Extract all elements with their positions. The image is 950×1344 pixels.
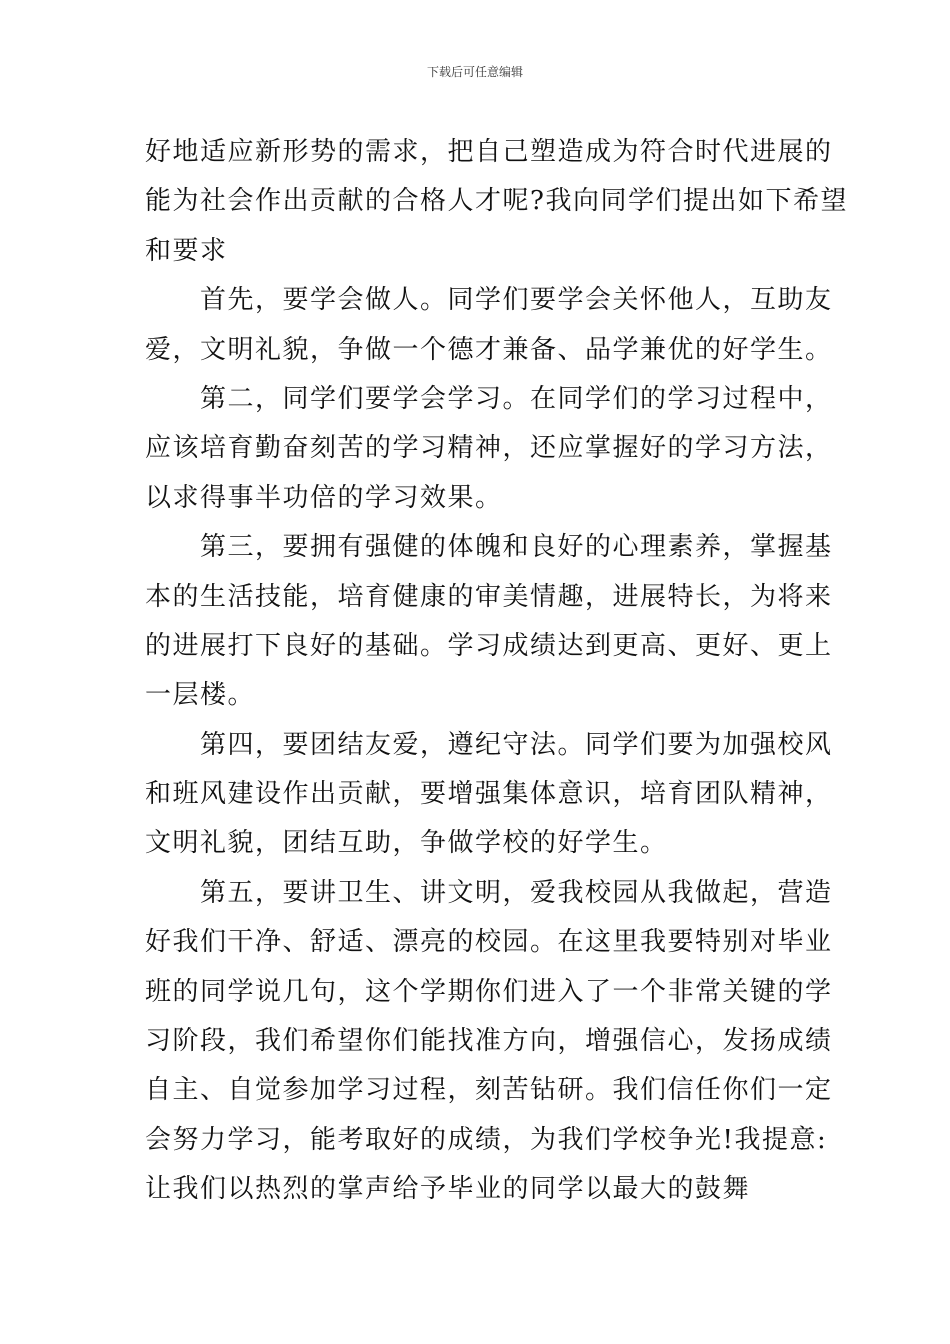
text-line: 文明礼貌，团结互助，争做学校的好学生。 [145,828,668,859]
paragraph-first-line: 第三，要拥有强健的体魄和良好的心理素养，掌握基 [200,532,833,563]
paragraph-first-line: 首先，要学会做人。同学们要学会关怀他人，互助友 [200,285,833,316]
text-line: 和要求 [145,235,228,266]
text-line: 应该培育勤奋刻苦的学习精神，还应掌握好的学习方法， [145,433,833,464]
paragraph-first-line: 第四，要团结友爱，遵纪守法。同学们要为加强校风 [200,729,833,760]
document-body [145,128,848,1215]
text-line: 习阶段，我们希望你们能找准方向，增强信心，发扬成绩 [145,1026,833,1057]
text-line: 会努力学习，能考取好的成绩，为我们学校争光!我提意: [145,1124,828,1155]
text-line: 班的同学说几句，这个学期你们进入了一个非常关键的学 [145,976,833,1007]
text-line: 和班风建设作出贡献，要增强集体意识，培育团队精神， [145,779,833,810]
paragraph-first-line: 第二，同学们要学会学习。在同学们的学习过程中， [200,383,833,414]
text-line: 好我们干净、舒适、漂亮的校园。在这里我要特别对毕业 [145,927,833,958]
text-line: 一层楼。 [145,680,256,711]
text-line: 自主、自觉参加学习过程，刻苦钻研。我们信任你们一定 [145,1075,833,1106]
text-line: 让我们以热烈的掌声给予毕业的同学以最大的鼓舞 [145,1174,751,1205]
text-line: 本的生活技能，培育健康的审美情趣，进展特长，为将来 [145,581,833,612]
text-line: 能为社会作出贡献的合格人才呢?我向同学们提出如下希望 [145,186,848,217]
text-line: 以求得事半功倍的学习效果。 [145,482,503,513]
text-line: 爱，文明礼貌，争做一个德才兼备、品学兼优的好学生。 [145,334,833,365]
text-line: 好地适应新形势的需求，把自己塑造成为符合时代进展的 [145,137,833,167]
paragraph-first-line: 第五，要讲卫生、讲文明，爱我校园从我做起，营造 [200,877,833,908]
text-line: 的进展打下良好的基础。学习成绩达到更高、更好、更上 [145,630,833,661]
page-header-note: 下载后可任意编辑 [426,65,523,79]
